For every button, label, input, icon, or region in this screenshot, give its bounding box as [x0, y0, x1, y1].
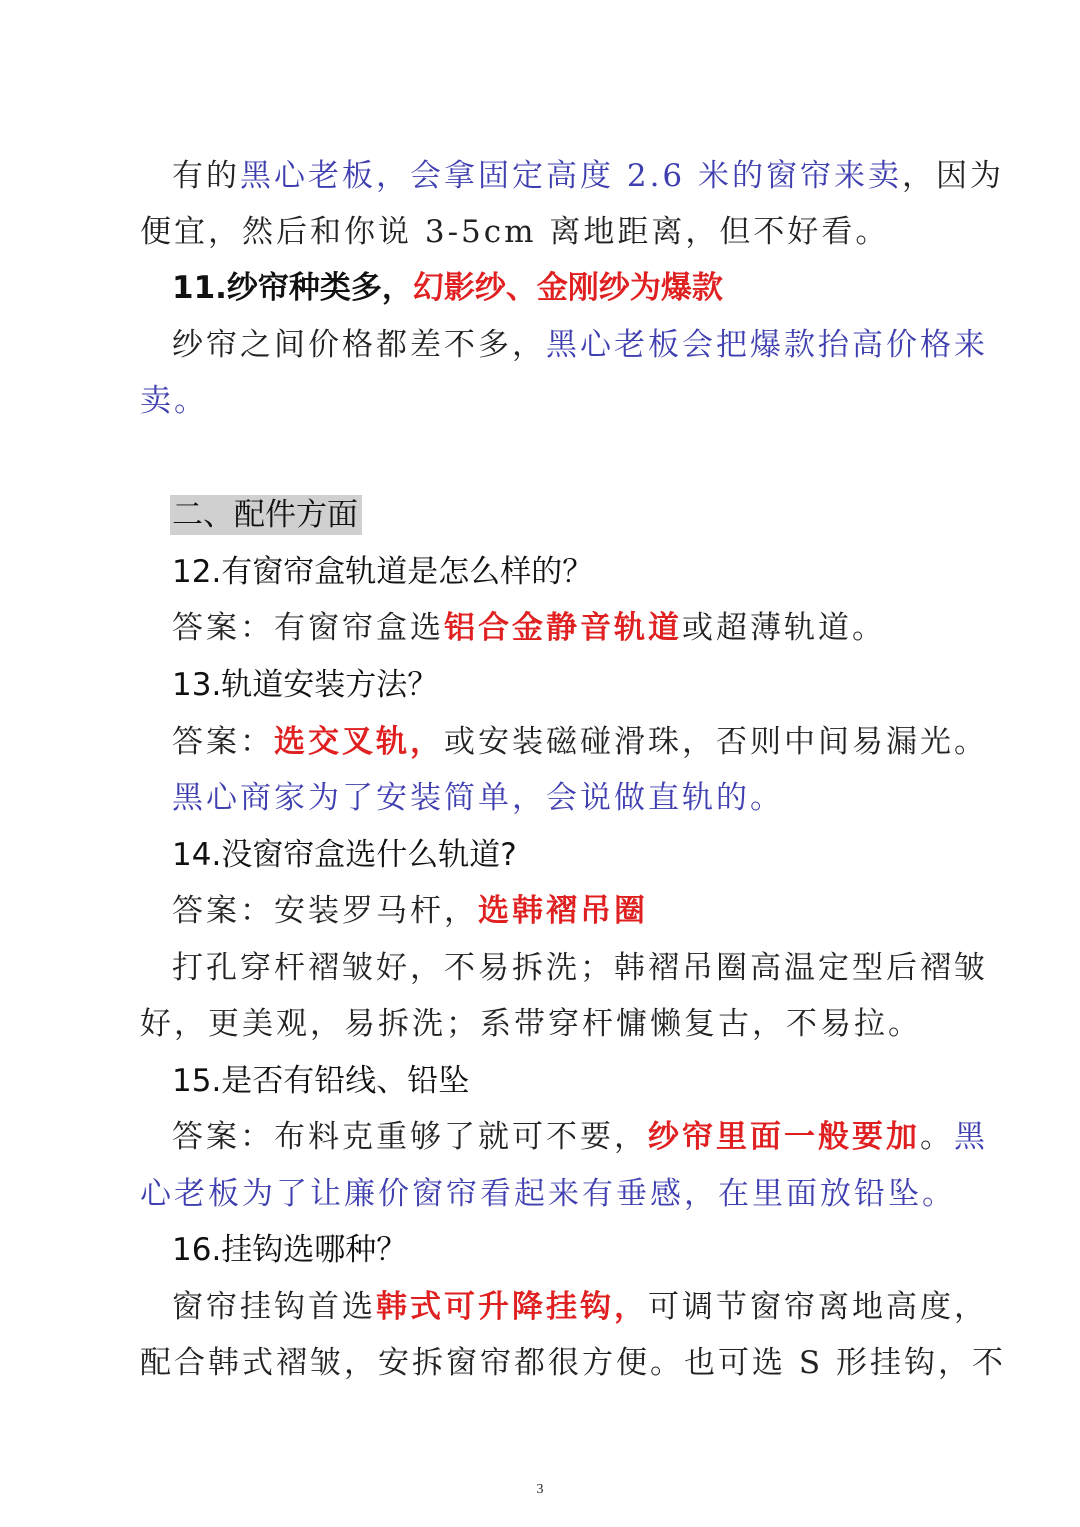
text-run: 或安装磁碰滑珠，否则中间易漏光。: [444, 724, 988, 760]
heading-text: 15.是否有铅线、铅坠: [172, 1063, 470, 1099]
text-run: 答案：有窗帘盒选: [172, 610, 444, 646]
paragraph-line: [140, 1004, 1080, 1044]
highlighted-text-blue: 黑心老板会把爆款抬高价格来: [546, 327, 988, 363]
heading-text: 16.挂钩选哪种？: [172, 1232, 408, 1268]
highlighted-text-red: 铝合金静音轨道: [444, 610, 682, 646]
item-heading-11: [172, 268, 1080, 308]
paragraph-line: [172, 1287, 1080, 1327]
answer-line: [172, 608, 1080, 648]
heading-text: 13.轨道安装方法？: [172, 667, 439, 703]
text-run: 打孔穿杆褶皱好，不易拆洗；韩褶吊圈高温定型后褶皱: [172, 950, 988, 986]
highlighted-text-blue: 黑心商家为了安装简单，会说做直轨的。: [172, 780, 784, 816]
answer-line: [172, 891, 1080, 931]
highlighted-text-blue: 黑心老板，会拿固定高度 2.6 米的窗帘来卖: [240, 158, 903, 194]
paragraph-line: [140, 1174, 1080, 1214]
text-run: 纱帘之间价格都差不多，: [172, 327, 546, 363]
answer-line: [172, 1117, 1080, 1157]
paragraph-line: [172, 156, 1080, 196]
answer-line: [172, 722, 1080, 762]
highlighted-text-red: 选交叉轨，: [274, 724, 444, 760]
highlighted-text-blue: 黑: [954, 1119, 988, 1155]
text-run: 配合韩式褶皱，安拆窗帘都很方便。也可选 S 形挂钩，不: [140, 1345, 1006, 1381]
item-heading-13: [172, 665, 1080, 705]
page-number: 3: [536, 1482, 544, 1497]
text-run: ，因为: [902, 158, 1005, 194]
paragraph-line: [140, 212, 1080, 252]
highlighted-text-red: 选韩褶吊圈: [478, 893, 648, 929]
paragraph-line: [172, 778, 1080, 818]
heading-text: 11.纱帘种类多，: [172, 270, 413, 306]
section-title: 二、配件方面: [170, 495, 362, 535]
item-heading-12: [172, 552, 1080, 592]
paragraph-line: [140, 381, 1080, 421]
item-heading-15: [172, 1061, 1080, 1101]
text-run: 答案：安装罗马杆，: [172, 893, 478, 929]
section-heading: [170, 495, 1080, 535]
item-heading-16: [172, 1230, 1080, 1270]
paragraph-line: [172, 325, 1080, 365]
text-run: 答案：布料克重够了就可不要，: [172, 1119, 648, 1155]
highlighted-text-red: 幻影纱、金刚纱为爆款: [412, 270, 723, 306]
text-run: 可调节窗帘离地高度，: [648, 1289, 988, 1325]
text-run: 便宜，然后和你说 3-5cm 离地距离，但不好看。: [140, 214, 890, 250]
heading-text: 12.有窗帘盒轨道是怎么样的？: [172, 554, 594, 590]
item-heading-14: [172, 835, 1080, 875]
highlighted-text-blue: 卖。: [140, 383, 208, 419]
highlighted-text-red: 韩式可升降挂钩，: [376, 1289, 648, 1325]
text-run: 。: [920, 1119, 954, 1155]
text-run: 或超薄轨道。: [682, 610, 886, 646]
text-run: 答案：: [172, 724, 274, 760]
text-run: 窗帘挂钩首选: [172, 1289, 376, 1325]
text-run: 有的: [172, 158, 240, 194]
highlighted-text-blue: 心老板为了让廉价窗帘看起来有垂感，在里面放铅坠。: [140, 1176, 956, 1212]
text-run: 好，更美观，易拆洗；系带穿杆慵懒复古，不易拉。: [140, 1006, 922, 1042]
paragraph-line: [140, 1343, 1080, 1383]
highlighted-text-red: 纱帘里面一般要加: [648, 1119, 920, 1155]
heading-text: 14.没窗帘盒选什么轨道?: [172, 837, 517, 873]
paragraph-line: [172, 948, 1080, 988]
